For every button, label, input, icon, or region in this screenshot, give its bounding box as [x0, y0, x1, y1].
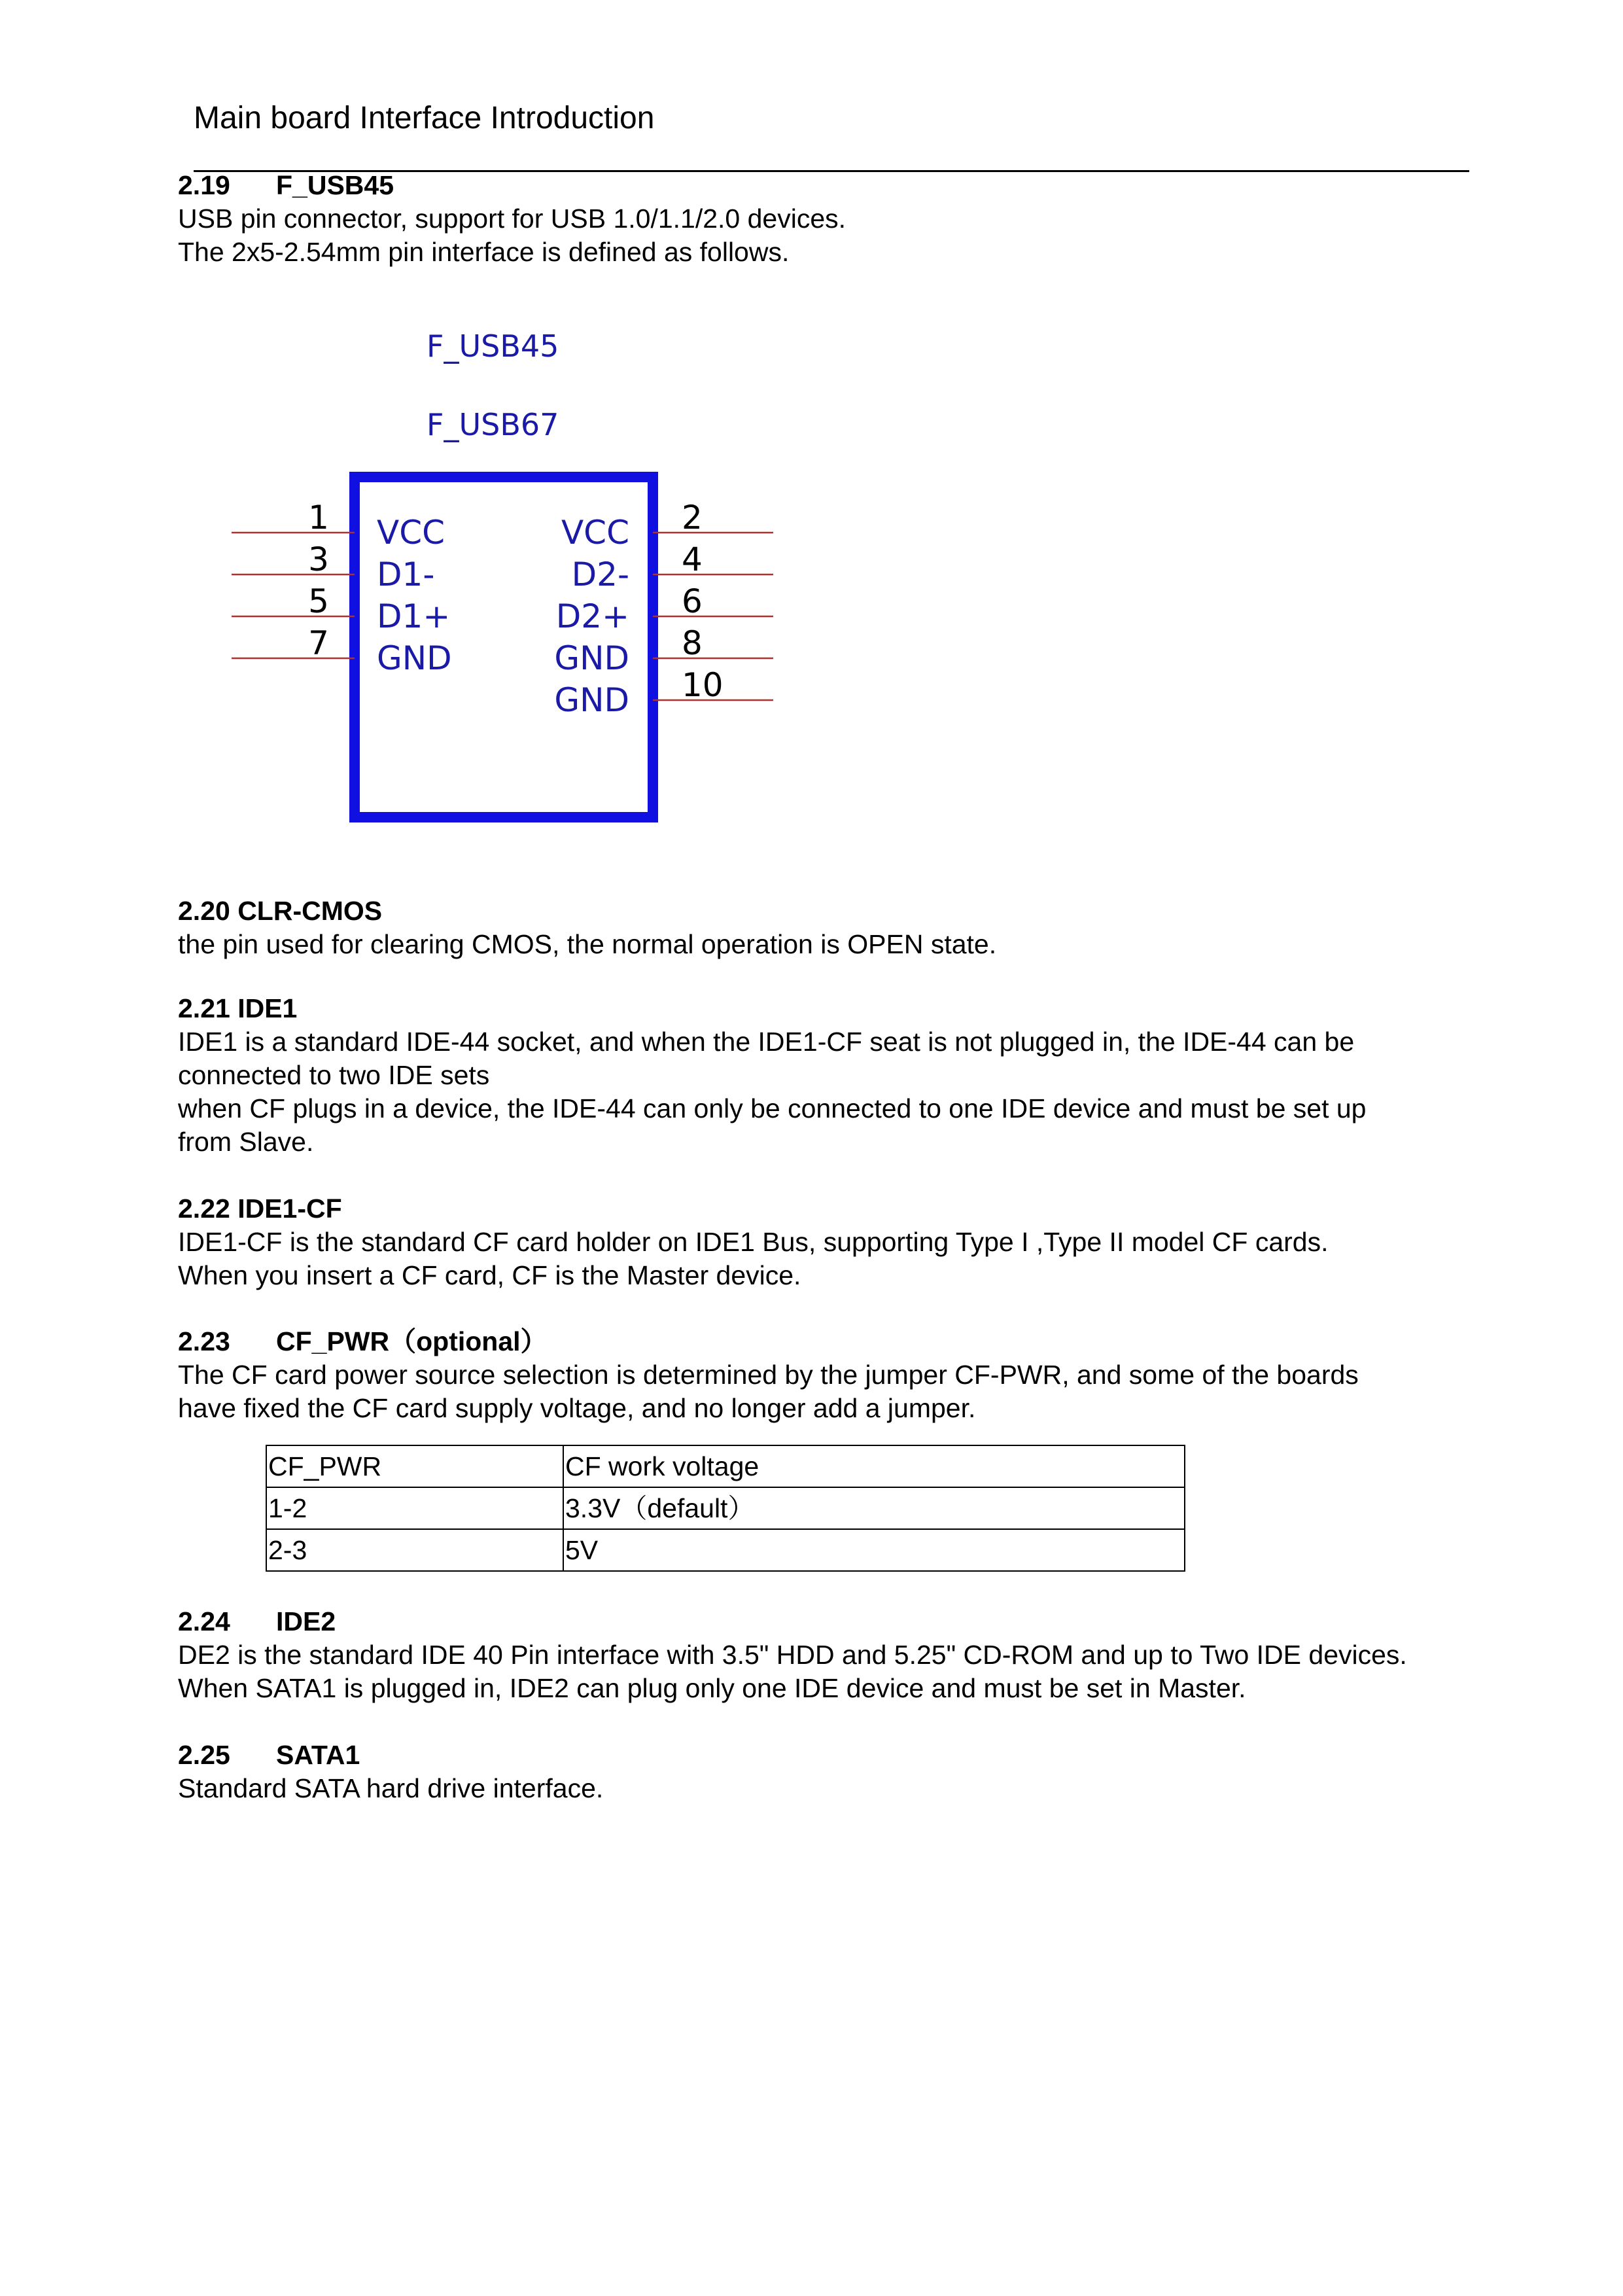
pin-number-right: 6	[682, 582, 703, 620]
usb-connector-diagram	[178, 289, 832, 851]
paragraph-line: The 2x5-2.54mm pin interface is defined as follows.	[178, 237, 790, 267]
paragraph-line: the pin used for clearing CMOS, the normal operation is OPEN state.	[178, 929, 997, 959]
table-header-row	[266, 1445, 1185, 1487]
pin-signal-right: VCC	[561, 514, 629, 552]
section-title: CF_PWR（optional）	[276, 1326, 548, 1356]
table-row	[266, 1529, 1185, 1571]
pin-number-right: 2	[682, 499, 703, 537]
cf-pwr-table	[266, 1445, 1185, 1572]
pin-number-left: 7	[308, 624, 329, 662]
section-heading-2-25	[178, 1739, 1512, 1772]
table-cell: 5V	[563, 1529, 1185, 1571]
section-heading-2-23	[178, 1325, 1512, 1358]
table-header-cell: CF work voltage	[563, 1445, 1185, 1487]
pin-signal-left: VCC	[377, 514, 445, 552]
table-cell: 3.3V（default）	[563, 1487, 1185, 1529]
document-body	[178, 169, 1512, 1805]
section-heading-2-19	[178, 169, 1512, 202]
pin-number-right: 4	[682, 540, 703, 578]
table-cell: 2-3	[266, 1529, 563, 1571]
paragraph-line: DE2 is the standard IDE 40 Pin interface with 3.5" HDD and 5.25" CD-ROM and up to Two IDE devices.	[178, 1640, 1407, 1670]
paragraph-line: The CF card power source selection is determined by the jumper CF-PWR, and some of the boards	[178, 1360, 1359, 1390]
pin-number-left: 1	[308, 499, 329, 537]
pin-signal-right: GND	[554, 681, 629, 719]
section-number: 2.19	[178, 170, 230, 200]
connector-label-f-usb45: F_USB45	[427, 328, 559, 364]
paragraph-line: have fixed the CF card supply voltage, and no longer add a jumper.	[178, 1393, 976, 1423]
pin-signal-right: GND	[554, 639, 629, 677]
paragraph-line: from Slave.	[178, 1127, 314, 1157]
section-number: 2.23	[178, 1326, 230, 1356]
page-header-title: Main board Interface Introduction	[194, 101, 655, 135]
pin-signal-right: D2-	[571, 556, 629, 593]
pin-number-right: 10	[682, 666, 724, 704]
pin-signal-left: D1-	[377, 556, 435, 593]
paragraph-line: IDE1 is a standard IDE-44 socket, and when the IDE1-CF seat is not plugged in, the IDE-44 can be	[178, 1027, 1355, 1057]
section-heading-2-22: 2.22 IDE1-CF	[178, 1193, 342, 1224]
paragraph-line: When you insert a CF card, CF is the Master device.	[178, 1260, 801, 1290]
paragraph-line: connected to two IDE sets	[178, 1060, 490, 1090]
paragraph-line: USB pin connector, support for USB 1.0/1.1/2.0 devices.	[178, 203, 846, 234]
paragraph-line: when CF plugs in a device, the IDE-44 can only be connected to one IDE device and must be set up	[178, 1093, 1367, 1123]
table-row	[266, 1487, 1185, 1529]
pin-signal-left: D1+	[377, 597, 451, 635]
cf-pwr-table-wrapper	[266, 1445, 1512, 1572]
table-cell: 1-2	[266, 1487, 563, 1529]
section-heading-2-20: 2.20 CLR-CMOS	[178, 896, 383, 926]
section-number: 2.25	[178, 1740, 230, 1770]
connector-label-f-usb67: F_USB67	[427, 407, 559, 442]
section-number: 2.24	[178, 1606, 230, 1636]
table-header-cell: CF_PWR	[266, 1445, 563, 1487]
pin-number-right: 8	[682, 624, 703, 662]
section-title: SATA1	[276, 1740, 360, 1770]
section-heading-2-21: 2.21 IDE1	[178, 993, 298, 1023]
section-heading-2-24	[178, 1605, 1512, 1638]
paragraph-line: IDE1-CF is the standard CF card holder on IDE1 Bus, supporting Type I ,Type II model CF cards.	[178, 1227, 1329, 1257]
pin-signal-right: D2+	[555, 597, 629, 635]
paragraph-line: When SATA1 is plugged in, IDE2 can plug only one IDE device and must be set in Master.	[178, 1673, 1246, 1703]
paragraph-line: Standard SATA hard drive interface.	[178, 1773, 604, 1803]
section-title: F_USB45	[276, 170, 394, 200]
section-title: IDE2	[276, 1606, 336, 1636]
pin-number-left: 3	[308, 540, 329, 578]
pin-signal-left: GND	[377, 639, 452, 677]
pin-number-left: 5	[308, 582, 329, 620]
